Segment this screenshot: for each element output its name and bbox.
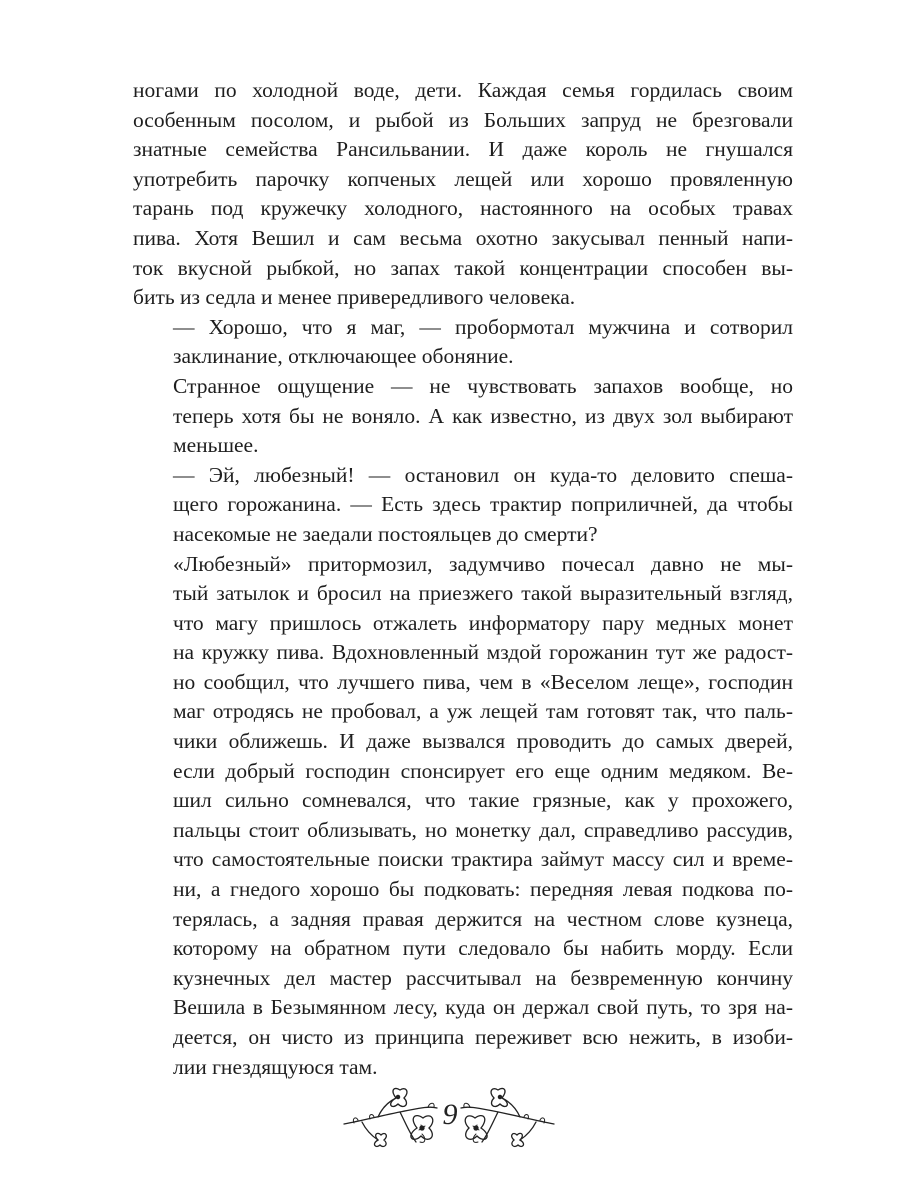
text-line: терялась, а задняя правая держится на честном слове кузнеца, <box>173 906 793 931</box>
text-line: которому на обратном пути следовало бы набить морду. Если <box>173 936 793 961</box>
text-line: шил сильно сомневался, что такие грязные, как у прохожего, <box>173 788 793 813</box>
text-line: теперь хотя бы не воняло. А как известно, из двух зол выбирают <box>173 403 793 428</box>
text-line: ни, а гнедого хорошо бы подковать: передняя левая подкова по- <box>173 877 793 902</box>
page-number: 9 <box>442 1098 458 1131</box>
paragraph <box>133 76 793 313</box>
text-line: если добрый господин спонсирует его еще одним медяком. Ве- <box>173 758 793 783</box>
paragraph <box>133 372 793 461</box>
text-line: ток вкусной рыбкой, но запах такой концентрации способен вы- <box>133 255 793 280</box>
flower-branch-icon <box>458 1084 558 1154</box>
text-line: но сообщил, что лучшего пива, чем в «Веселом леще», господин <box>173 669 793 694</box>
text-line: чики оближешь. И даже вызвался проводить до самых дверей, <box>173 729 793 754</box>
text-line: деется, он чисто из принципа переживет всю нежить, в изоби- <box>173 1025 793 1049</box>
text-line: ногами по холодной воде, дети. Каждая семья гордилась своим <box>133 78 793 102</box>
text-line: маг отродясь не пробовал, а уж лещей там готовят так, что паль- <box>173 699 793 724</box>
text-line: тый затылок и бросил на приезжего такой выразительный взгляд, <box>173 581 793 606</box>
text-line: — Хорошо, что я маг, — пробормотал мужчина и сотворил <box>173 314 793 339</box>
text-line: знатные семейства Рансильвании. И даже король не гнушался <box>133 137 793 162</box>
text-line: употребить парочку копченых лещей или хорошо провяленную <box>133 166 793 191</box>
text-line: что магу пришлось отжалеть информатору пару медных монет <box>173 610 793 635</box>
text-line: — Эй, любезный! — остановил он куда-то деловито спеша- <box>173 462 793 487</box>
text-line: насекомые не заедали постояльцев до смерти? <box>173 521 598 546</box>
book-page-text <box>133 76 793 1079</box>
text-line: «Любезный» притормозил, задумчиво почесал давно не мы- <box>173 551 793 576</box>
page-footer <box>0 1080 900 1160</box>
text-line: особенным посолом, и рыбой из Больших запруд не брезговали <box>133 107 793 132</box>
paragraph <box>133 550 793 1083</box>
text-line: тарань под кружечку холодного, настоянного на особых травах <box>133 196 793 221</box>
text-line: что самостоятельные поиски трактира займут массу сил и време- <box>173 847 793 872</box>
text-line: меньшее. <box>173 433 259 458</box>
text-line: щего горожанина. — Есть здесь трактир поприличней, да чтобы <box>173 492 793 517</box>
paragraph <box>133 313 793 372</box>
text-line: пива. Хотя Вешил и сам весьма охотно закусывал пенный напи- <box>133 225 793 250</box>
text-line: бить из седла и менее привередливого человека. <box>133 285 576 310</box>
paragraph <box>133 461 793 550</box>
text-line: Странное ощущение — не чувствовать запахов вообще, но <box>173 373 793 398</box>
text-line: на кружку пива. Вдохновленный мздой горожанин тут же радост- <box>173 640 793 665</box>
flower-branch-icon <box>340 1084 440 1154</box>
text-line: заклинание, отключающее обоняние. <box>173 344 514 369</box>
text-line: Вешила в Безымянном лесу, куда он держал свой путь, то зря на- <box>173 995 793 1020</box>
text-line: лии гнездящуюся там. <box>173 1054 378 1079</box>
text-line: кузнечных дел мастер рассчитывал на безвременную кончину <box>173 965 793 990</box>
text-line: пальцы стоит облизывать, но монетку дал, справедливо рассудив, <box>173 817 793 842</box>
